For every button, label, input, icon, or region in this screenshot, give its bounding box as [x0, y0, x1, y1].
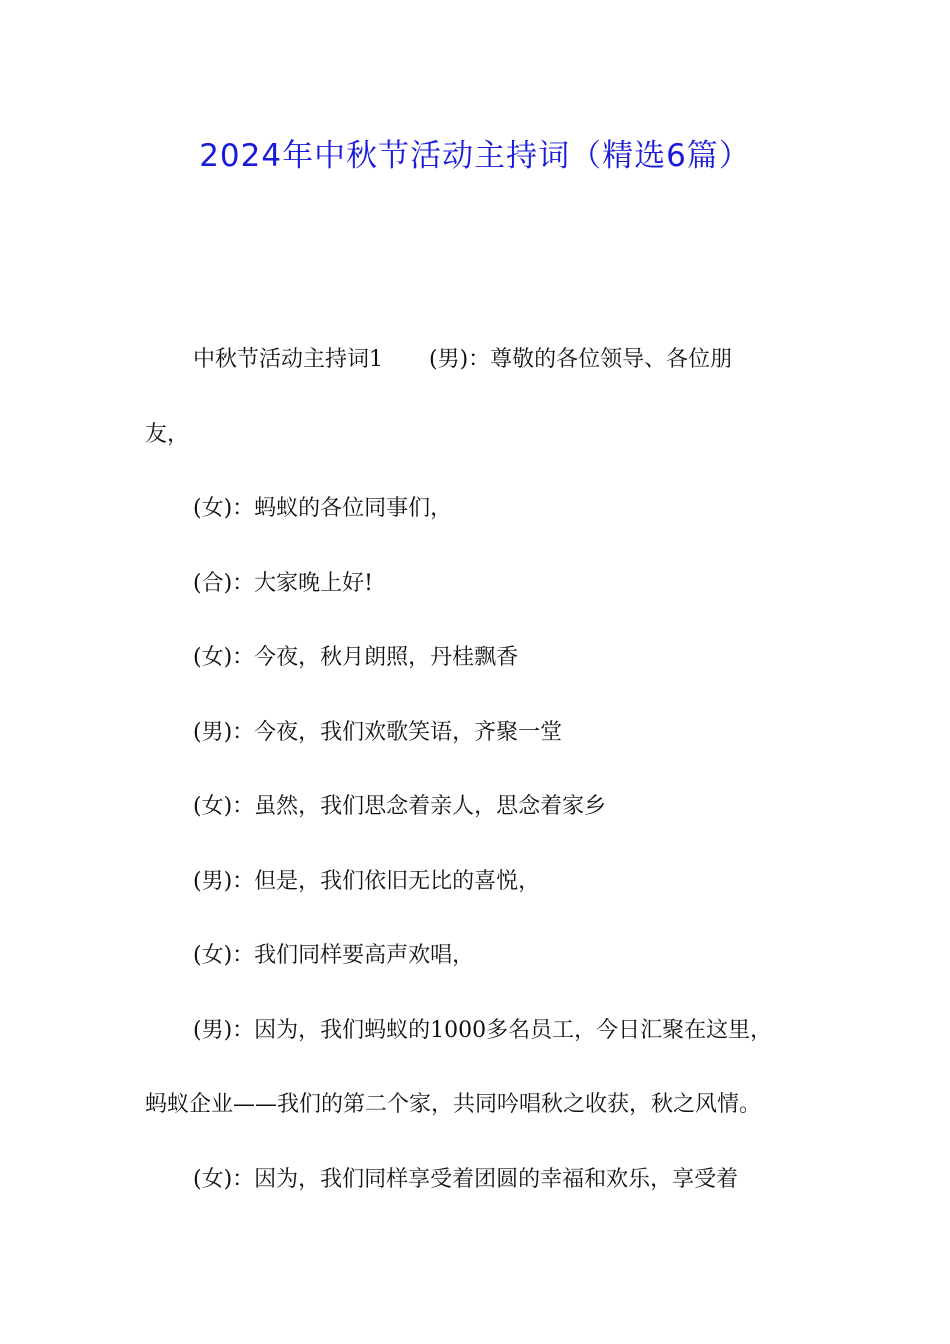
paragraph-line: (女)：我们同样要高声欢唱， [193, 943, 475, 968]
paragraph-line: (男)：因为，我们蚂蚁的1000多名员工，今日汇聚在这里， [193, 1017, 773, 1043]
paragraph-line: 友， [145, 421, 190, 447]
paragraph-line: (女)：因为，我们同样享受着团圆的幸福和欢乐，享受着 [193, 1166, 739, 1192]
paragraph-line: (女)：蚂蚁的各位同事们， [193, 496, 453, 521]
paragraph-line: (男)：但是，我们依旧无比的喜悦， [193, 868, 541, 894]
document-body [145, 340, 830, 1234]
paragraph-line: 蚂蚁企业——我们的第二个家，共同吟唱秋之收获，秋之风情。 [145, 1092, 762, 1117]
paragraph-line [145, 340, 830, 415]
line-text: (男)：尊敬的各位领导、各位朋 [429, 347, 733, 372]
document-title: 2024年中秋节活动主持词（精选6篇） [199, 138, 751, 174]
paragraph-line: (合)：大家晚上好! [193, 570, 374, 596]
paragraph-line: (男)：今夜，我们欢歌笑语，齐聚一堂 [193, 719, 563, 745]
paragraph-line: (女)：虽然，我们思念着亲人，思念着家乡 [193, 794, 607, 819]
paragraph-line: (女)：今夜，秋月朗照，丹桂飘香 [193, 645, 519, 670]
section-heading: 中秋节活动主持词1 [193, 347, 383, 372]
